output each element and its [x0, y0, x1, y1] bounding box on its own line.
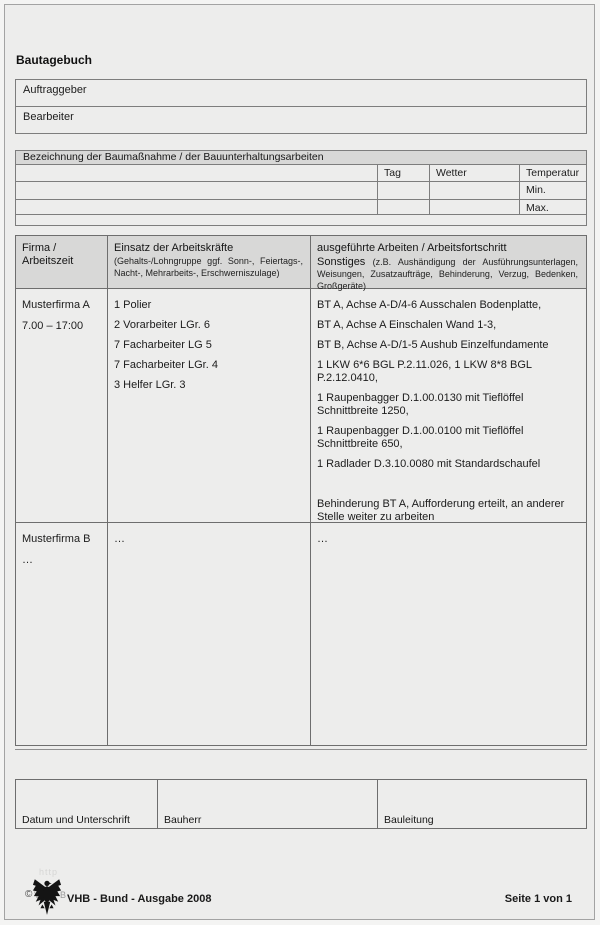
signature-label-datum: Datum und Unterschrift: [22, 814, 130, 826]
weather-col-temperatur: Temperatur: [519, 165, 586, 181]
designation-input-cell[interactable]: [16, 165, 377, 181]
einsatz-item: 3 Helfer LGr. 3: [114, 379, 186, 391]
edition-text: VHB - Bund - Ausgabe 2008: [67, 893, 212, 905]
weather-tag-value-min[interactable]: [377, 182, 429, 199]
header-arbeiten: [310, 236, 586, 291]
einsatz-item: 7 Facharbeiter LGr. 4: [114, 359, 218, 371]
arbeiten-item: BT A, Achse A-D/4-6 Ausschalen Bodenplatte,: [317, 299, 542, 311]
weather-temp-max[interactable]: Max.: [519, 200, 586, 214]
weather-table: [16, 165, 586, 226]
cell-einsatz-a[interactable]: [107, 289, 310, 522]
signature-field-bauherr[interactable]: [157, 780, 377, 828]
designation-title: Bezeichnung der Baumaßnahme / der Bauunterhaltungsarbeiten: [16, 151, 586, 165]
cell-firma-a[interactable]: [16, 289, 107, 522]
header-einsatz: [107, 236, 310, 288]
weather-temp-min[interactable]: Min.: [519, 182, 586, 199]
page-title: Bautagebuch: [16, 53, 93, 67]
header-arbeiten-title: ausgeführte Arbeiten / Arbeitsfortschritt: [317, 242, 507, 254]
header-sonstiges-detail: (z.B. Aushändigung der Ausführungsunterlagen, Weisungen, Zusatzaufträge, Behinderung, Verzug, Bedenken, Großgeräte): [317, 257, 578, 291]
arbeiten-item: 1 Raupenbagger D.1.00.0100 mit Tieflöffel Schnittbreite 650,: [317, 425, 524, 450]
cell-firma-b[interactable]: [16, 523, 107, 745]
work-table-header: [16, 236, 586, 289]
copyright-symbol: ©: [25, 889, 33, 900]
footer-mark-right: B: [60, 890, 67, 900]
einsatz-item: 2 Vorarbeiter LGr. 6: [114, 319, 210, 331]
arbeiten-placeholder: …: [317, 533, 328, 545]
footer-watermark: http: [39, 867, 59, 877]
bautagebuch-form-page: [4, 4, 595, 920]
bundesadler-icon: [32, 875, 62, 919]
designation-input-cell-2[interactable]: [16, 182, 377, 199]
arbeiten-item: BT A, Achse A Einschalen Wand 1-3,: [317, 319, 497, 331]
header-fields-box: [15, 79, 587, 134]
firma-a-name: Musterfirma A: [22, 299, 90, 311]
header-einsatz-title: Einsatz der Arbeitskräfte: [114, 242, 234, 254]
field-auftraggeber[interactable]: [16, 80, 586, 107]
firma-b-name: Musterfirma B: [22, 533, 91, 545]
signature-field-datum[interactable]: [16, 780, 157, 828]
signature-field-bauleitung[interactable]: [377, 780, 586, 828]
firma-a-arbeitszeit: 7.00 – 17:00: [22, 320, 84, 332]
weather-col-wetter: Wetter: [429, 165, 519, 181]
header-einsatz-subtitle: (Gehalts-/Lohngruppe ggf. Sonn-, Feiertags-, Nacht-, Mehrarbeits-, Erschwerniszulage): [114, 256, 303, 278]
weather-wetter-value-max[interactable]: [429, 200, 519, 214]
designation-input-cell-3[interactable]: [16, 200, 377, 214]
arbeiten-item: 1 Radlader D.3.10.0080 mit Standardschaufel: [317, 458, 541, 470]
signature-table: [15, 779, 587, 829]
work-table: [15, 235, 587, 746]
weather-col-tag: Tag: [377, 165, 429, 181]
cell-arbeiten-a[interactable]: [310, 289, 586, 522]
field-bearbeiter-label: Bearbeiter: [23, 111, 74, 123]
field-auftraggeber-label: Auftraggeber: [23, 84, 87, 96]
designation-free-row[interactable]: [16, 215, 586, 226]
cell-einsatz-b[interactable]: [107, 523, 310, 745]
header-firma-arbeitszeit: [16, 236, 107, 288]
weather-wetter-value-min[interactable]: [429, 182, 519, 199]
work-row-musterfirma-a: [16, 289, 586, 523]
arbeiten-hindrance-note: Behinderung BT A, Aufforderung erteilt, an anderer Stelle weiter zu arbeiten: [317, 498, 565, 523]
arbeiten-item: 1 LKW 6*6 BGL P.2.11.026, 1 LKW 8*8 BGL P.2.12.0410,: [317, 359, 532, 384]
header-firma-line1: Firma /: [22, 242, 57, 254]
signature-label-bauleitung: Bauleitung: [384, 814, 434, 826]
arbeiten-item: 1 Raupenbagger D.1.00.0130 mit Tieflöffel Schnittbreite 1250,: [317, 392, 524, 417]
field-bearbeiter[interactable]: [16, 107, 586, 133]
designation-section: [15, 150, 587, 226]
header-firma-line2: Arbeitszeit: [22, 255, 74, 267]
einsatz-placeholder: …: [114, 533, 125, 545]
cell-arbeiten-b[interactable]: [310, 523, 586, 745]
weather-tag-value-max[interactable]: [377, 200, 429, 214]
header-sonstiges-label: Sonstiges: [317, 256, 366, 268]
header-arbeiten-subtitle: [317, 256, 578, 292]
firma-b-arbeitszeit: …: [22, 554, 33, 566]
einsatz-item: 1 Polier: [114, 299, 152, 311]
page-indicator: Seite 1 von 1: [504, 893, 572, 905]
table-bottom-rule: [15, 749, 587, 750]
signature-label-bauherr: Bauherr: [164, 814, 202, 826]
einsatz-item: 7 Facharbeiter LG 5: [114, 339, 212, 351]
arbeiten-item: BT B, Achse A-D/1-5 Aushub Einzelfundamente: [317, 339, 549, 351]
work-row-musterfirma-b: [16, 523, 586, 745]
